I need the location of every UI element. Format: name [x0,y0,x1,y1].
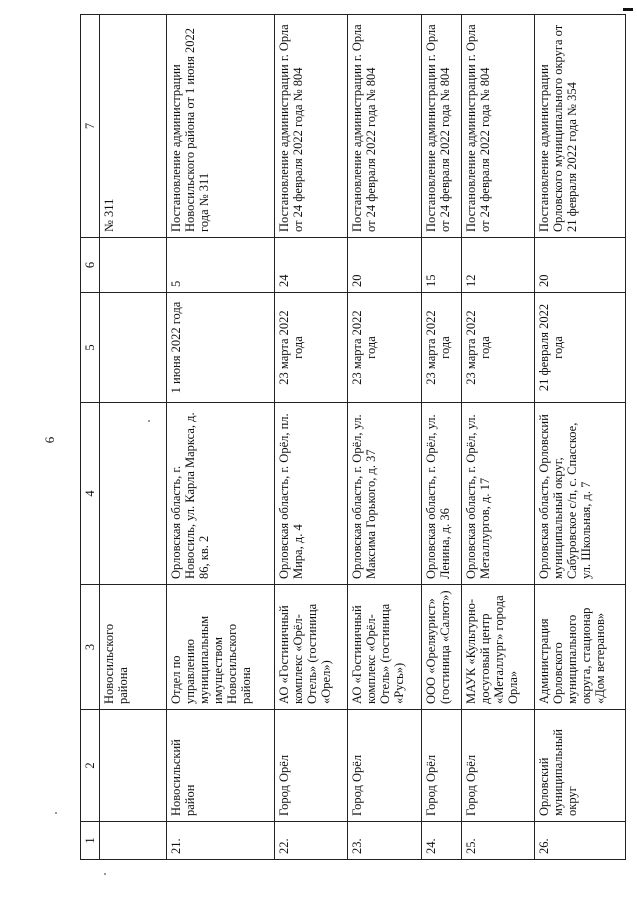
document-cell: Постановление администрации г. Орла от 24 февраля 2022 года № 804 [461,15,535,238]
header-row [81,15,100,860]
district-cell: Город Орёл [461,710,535,822]
date-cell [100,293,167,403]
organization-cell: ООО «Ореляурист» (гостиница «Салют») [421,585,461,710]
date-cell: 23 марта 2022 года [461,293,535,403]
address-cell [100,403,167,585]
header-cell: 2 [81,710,100,822]
district-cell: Новосильский район [167,710,275,822]
rotated-table-container [80,15,626,860]
num-cell: 25. [461,822,535,860]
header-cell: 5 [81,293,100,403]
document-cell: Постановление администрации г. Орла от 24 февраля 2022 года № 804 [421,15,461,238]
table-row [461,15,535,860]
document-cell: Постановление администрации г. Орла от 24 февраля 2022 года № 804 [274,15,348,238]
table-row [421,15,461,860]
district-cell [100,710,167,822]
header-cell: 1 [81,822,100,860]
address-cell: Орловская область, г. Орёл, ул. Максима Горького, д. 37 [348,403,422,585]
continuation-row [100,15,167,860]
count-cell [100,238,167,293]
header-cell: 7 [81,15,100,238]
document-cell: Постановление администрации Новосильского района от 1 июня 2022 года № 311 [167,15,275,238]
district-cell: Город Орёл [348,710,422,822]
organization-cell: Отдел по управлению муниципальным имуществом Новосильского района [167,585,275,710]
data-table [80,14,626,860]
date-cell: 23 марта 2022 года [421,293,461,403]
district-cell: Город Орёл [421,710,461,822]
header-cell: 3 [81,585,100,710]
date-cell: 1 июня 2022 года [167,293,275,403]
num-cell: 26. [535,822,626,860]
table-row [167,15,275,860]
num-cell: 21. [167,822,275,860]
count-cell: 12 [461,238,535,293]
header-cell: 4 [81,403,100,585]
address-cell: Орловская область, г. Орёл, ул. Металлургов, д. 17 [461,403,535,585]
count-cell: 20 [348,238,422,293]
address-cell: Орловская область, г. Орёл, ул. Ленина, д. 36 [421,403,461,585]
page-number: 6 [42,436,57,444]
table-row [535,15,626,860]
num-cell: 22. [274,822,348,860]
organization-cell: АО «Гостиничный комплекс «Орёл-Отель» (гостиница «Русь») [348,585,422,710]
organization-cell: Администрация Орловского муниципального округа, стационар «Дом ветеранов» [535,585,626,710]
document-cell: Постановление администрации Орловского муниципального округа от 21 февраля 2022 года № 354 [535,15,626,238]
header-cell: 6 [81,238,100,293]
document-cell: № 311 [100,15,167,238]
edge-mark [623,8,633,11]
organization-cell: Новосильского района [100,585,167,710]
scan-speck [104,873,106,875]
table-row [274,15,348,860]
date-cell: 23 марта 2022 года [348,293,422,403]
count-cell: 20 [535,238,626,293]
district-cell: Орловский муниципальный округ [535,710,626,822]
document-cell: Постановление администрации г. Орла от 24 февраля 2022 года № 804 [348,15,422,238]
num-cell [100,822,167,860]
address-cell: Орловская область, г. Новосиль, ул. Карла Маркса, д. 86, кв. 2 [167,403,275,585]
address-cell: Орловская область, Орловский муниципальный округ, Сабуровское с/п, с. Спасское, ул. Школьная, д. 7 [535,403,626,585]
count-cell: 15 [421,238,461,293]
organization-cell: МАУК «Культурно-досуговый центр «Металлург» города Орла» [461,585,535,710]
district-cell: Город Орёл [274,710,348,822]
address-cell: Орловская область, г. Орёл, пл. Мира, д. 4 [274,403,348,585]
date-cell: 21 февраля 2022 года [535,293,626,403]
organization-cell: АО «Гостиничный комплекс «Орёл-Отель» (гостиница «Орел») [274,585,348,710]
count-cell: 5 [167,238,275,293]
num-cell: 24. [421,822,461,860]
num-cell: 23. [348,822,422,860]
count-cell: 24 [274,238,348,293]
scan-speck [55,812,57,814]
table-row [348,15,422,860]
date-cell: 23 марта 2022 года [274,293,348,403]
